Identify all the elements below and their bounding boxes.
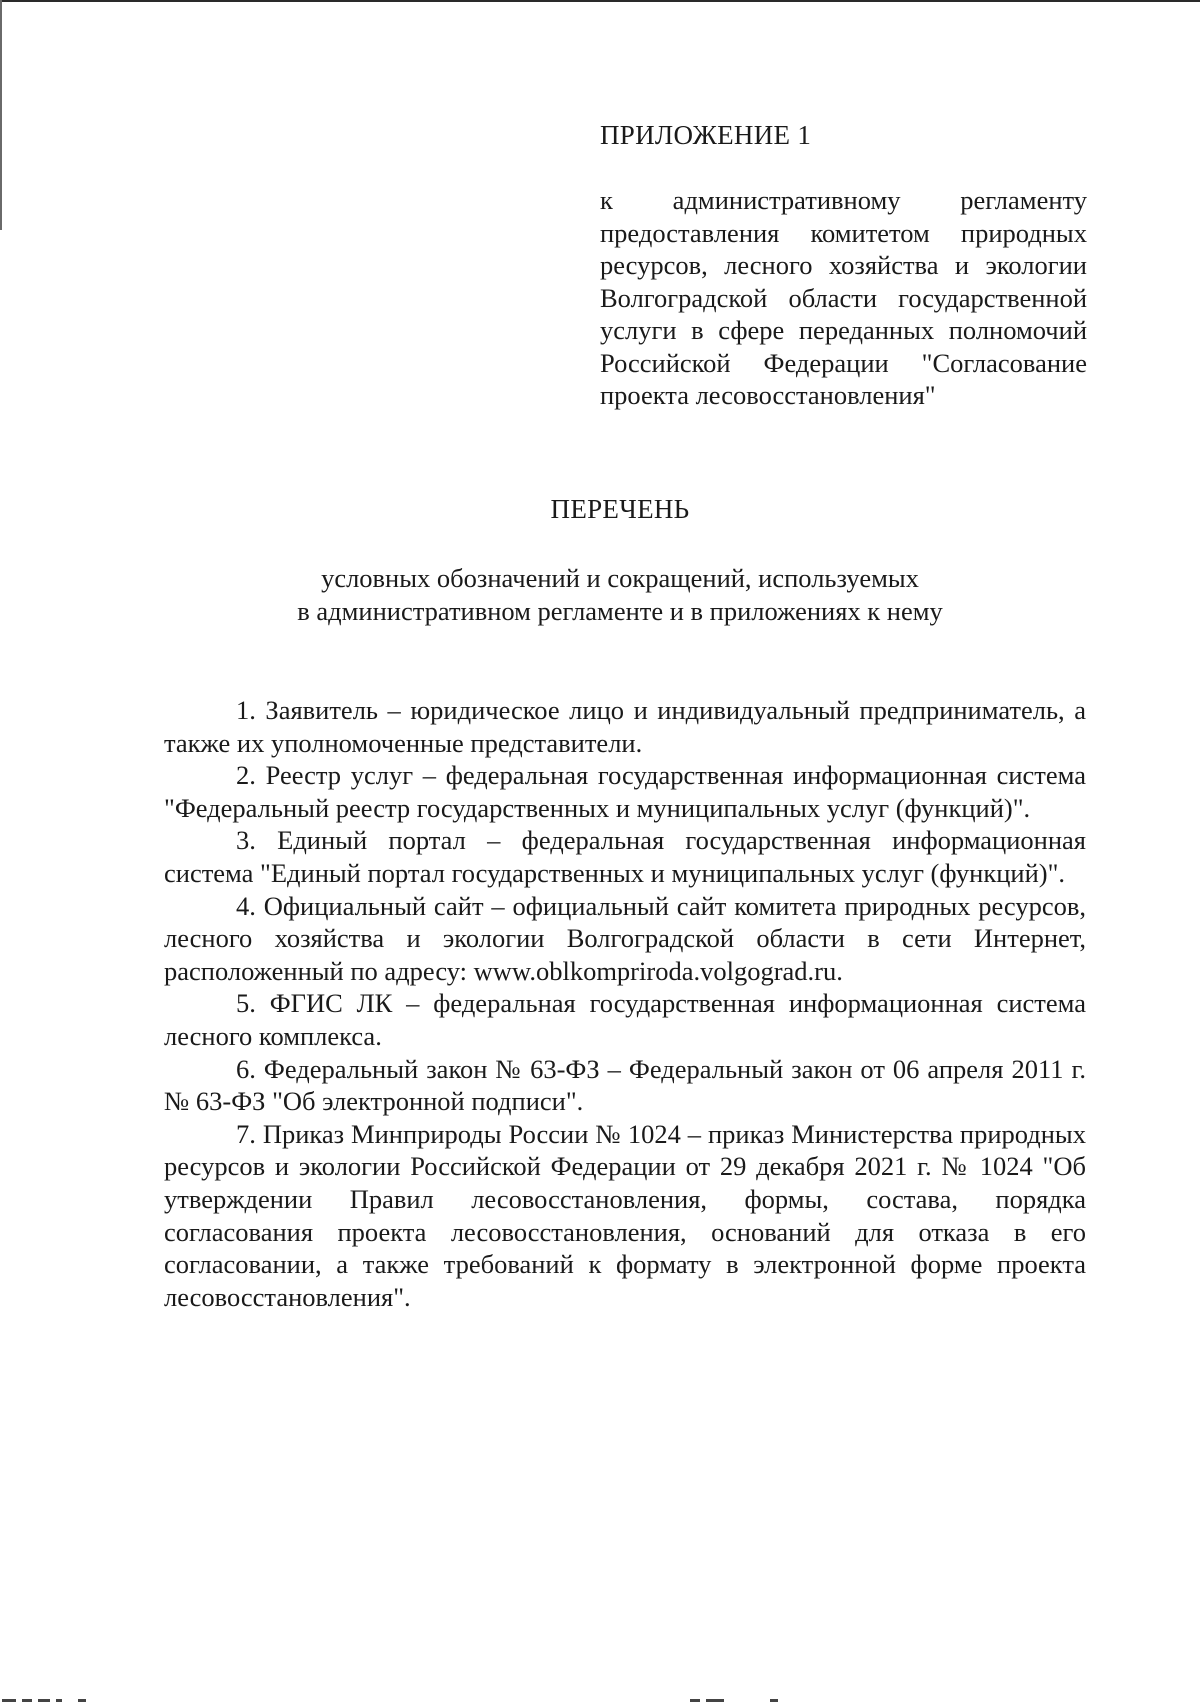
definition-item-3: 3. Единый портал – федеральная государственная информационная система "Единый портал государственных и муниципальных услуг (функций)".	[164, 825, 1086, 888]
document-title: ПЕРЕЧЕНЬ	[550, 494, 690, 524]
scan-left-edge	[0, 0, 2, 230]
definition-item-6: 6. Федеральный закон № 63-ФЗ – Федеральный закон от 06 апреля 2011 г. № 63-ФЗ "Об электронной подписи".	[164, 1053, 1086, 1117]
definition-item-7: 7. Приказ Минприроды России № 1024 – приказ Министерства природных ресурсов и экологии Российской Федерации от 29 декабря 2021 г. № 1024 "Об утверждении Правил лесовосстановления, формы, состава, порядка согласования проекта лесовосстановления, оснований для отказа в его согласовании, а также требований к формату в электронной форме проекта лесовосстановления".	[164, 1118, 1086, 1312]
document-subtitle-line-1: условных обозначений и сокращений, используемых	[321, 563, 919, 593]
document-subtitle-line-2: в административном регламенте и в приложениях к нему	[297, 596, 943, 626]
annex-subtitle: к административному регламенту предоставления комитетом природных ресурсов, лесного хозяйства и экологии Волгоградской области государственной услуги в сфере переданных полномочий Российской Федерации "Согласование проекта лесовосстановления"	[600, 185, 1087, 410]
definition-item-4: 4. Официальный сайт – официальный сайт комитета природных ресурсов, лесного хозяйства и экологии Волгоградской области в сети Интернет, расположенный по адресу: www.oblkompriroda.volgograd.ru.	[164, 890, 1086, 986]
scan-bottom-marks	[0, 1697, 1200, 1704]
annex-heading: ПРИЛОЖЕНИЕ 1	[600, 120, 812, 150]
definitions-list	[164, 694, 1086, 1313]
document-subtitle	[0, 562, 1200, 628]
definition-item-2: 2. Реестр услуг – федеральная государственная информационная система "Федеральный реестр государственных и муниципальных услуг (функций)".	[164, 760, 1086, 823]
definition-item-5: 5. ФГИС ЛК – федеральная государственная информационная система лесного комплекса.	[164, 988, 1086, 1051]
definition-item-1: 1. Заявитель – юридическое лицо и индивидуальный предприниматель, а также их уполномоченные представители.	[164, 695, 1086, 758]
scan-top-edge	[0, 0, 1200, 2]
